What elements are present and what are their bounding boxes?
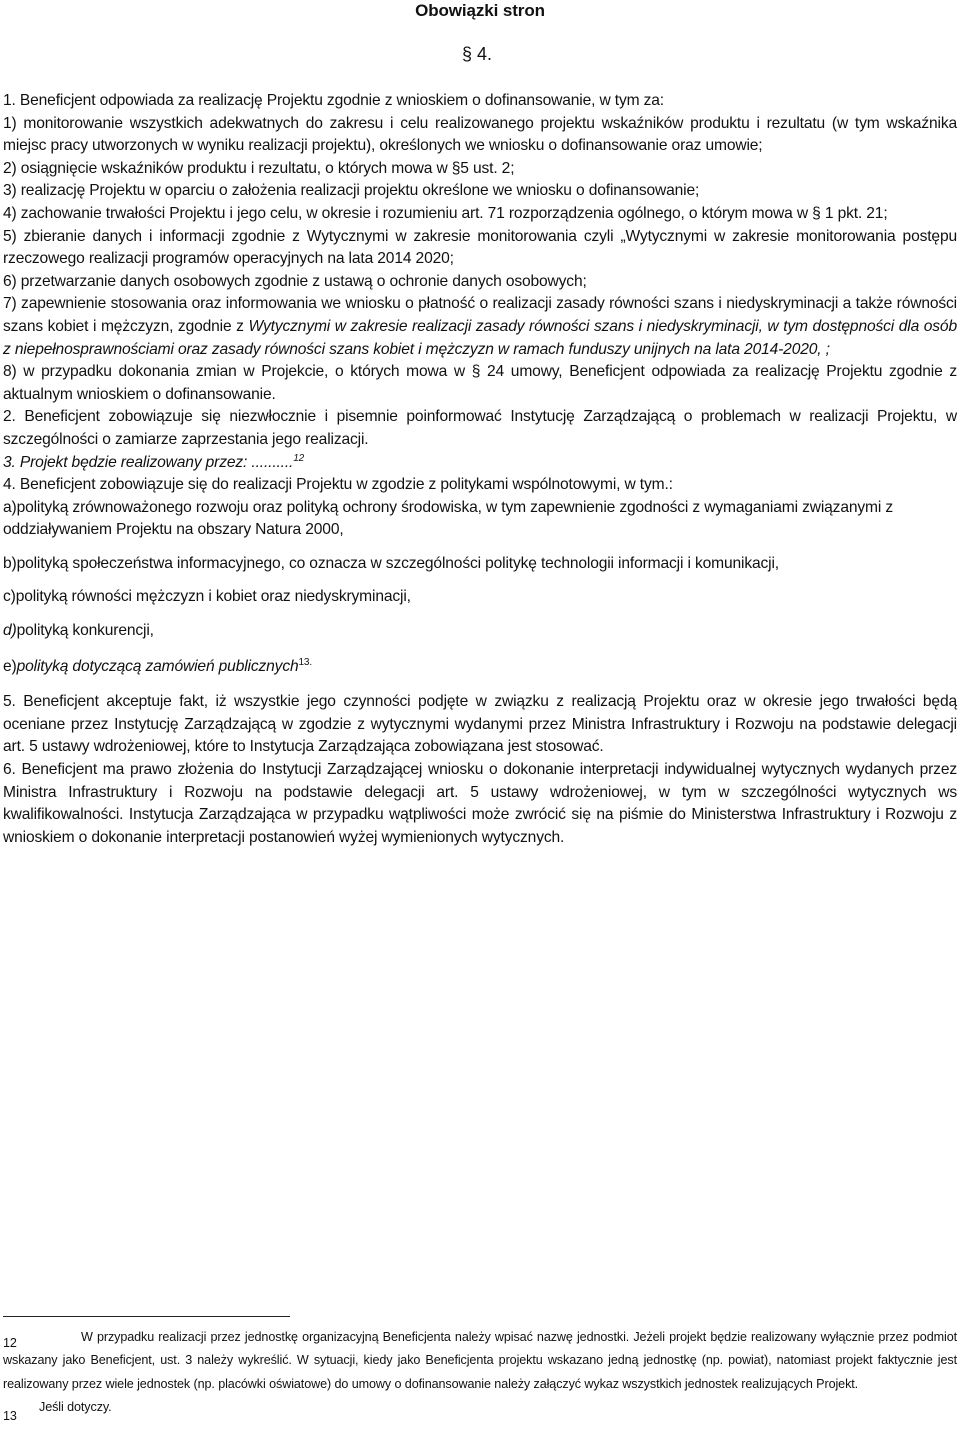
paragraph-1-point-7 — [3, 293, 957, 361]
paragraph-4: 4. Beneficjent zobowiązuje się do realizacji Projektu w zgodzie z politykami wspólnotowymi, w tym.: — [3, 476, 673, 494]
paragraph-4-a: a)polityką zrównoważonego rozwoju oraz polityką ochrony środowiska, w tym zapewnienie zgodności z wymaganiami związanymi z oddziaływaniem Projektu na obszary Natura 2000, — [3, 498, 894, 539]
footnote-12-text: W przypadku realizacji przez jednostkę organizacyjną Beneficjenta należy wpisać nazwę jednostki. Jeżeli projekt będzie realizowany wyłącznie przez podmiot wskazany jako Beneficjent, ust. 3 należy wykreślić. W sytuacji, kiedy jako Beneficjenta projektu wskazano jedną jednostkę (np. powiat), natomiast projekt faktycznie jest realizowany przez wiele jednostek (np. placówki oświatowe) do umowy o dofinansowanie należy załączyć wykaz wszystkich jednostek realizujących Projekt. — [3, 1330, 957, 1391]
page-title: Obowiązki stron — [415, 1, 545, 20]
footnotes — [3, 1326, 957, 1424]
paragraph-4-c: c)polityką równości mężczyzn i kobiet oraz niedyskryminacji, — [3, 588, 411, 606]
paragraph-1-point-1: 1) monitorowanie wszystkich adekwatnych do zakresu i celu realizowanego projektu wskaźników produktu i rezultatu (w tym wskaźnika miejsc pracy utworzonych w wyniku realizacji projektu), określonych we wniosku o dofinansowanie oraz umowie; — [3, 114, 957, 155]
footnote-ref-13: 13. — [298, 656, 312, 668]
paragraph-4-d — [3, 620, 957, 643]
paragraph-4-e — [3, 656, 957, 679]
paragraph-4-e-prefix: e) — [3, 657, 17, 675]
paragraph-1-point-6: 6) przetwarzanie danych osobowych zgodnie z ustawą o ochronie danych osobowych; — [3, 272, 587, 290]
footnote-ref-12: 12 — [293, 452, 305, 464]
footnote-12-number: 12 — [3, 1336, 17, 1350]
section-number: § 4. — [462, 44, 493, 64]
document-body — [3, 90, 957, 849]
paragraph-4-d-prefix: d) — [3, 622, 17, 640]
paragraph-1-point-7-italic: Wytycznymi w zakresie realizacji zasady równości szans i niedyskryminacji, w tym dostępności dla osób z niepełnosprawnościami oraz zasady równości szans kobiet i mężczyzn w ramach funduszy unijnych na lata 2014-2020, ; — [3, 317, 957, 358]
paragraph-1-point-5: 5) zbieranie danych i informacji zgodnie z Wytycznymi w zakresie monitorowania czyli „Wytycznymi w zakresie monitorowania postępu rzeczowego realizacji programów operacyjnych na lata 2014 2020; — [3, 227, 957, 268]
paragraph-4-e-text: polityką dotyczącą zamówień publicznych — [16, 657, 299, 675]
paragraph-1-point-8: 8) w przypadku dokonania zmian w Projekcie, o których mowa w § 24 umowy, Beneficjent odpowiada za realizację Projektu zgodnie z aktualnym wnioskiem o dofinansowanie. — [3, 363, 957, 403]
paragraph-1-point-2: 2) osiągnięcie wskaźników produktu i rezultatu, o których mowa w §5 ust. 2; — [3, 159, 515, 177]
footnote-13-text: Jeśli dotyczy. — [39, 1400, 112, 1415]
paragraph-5: 5. Beneficjent akceptuje fakt, iż wszystkie jego czynności podjęte w związku z realizacją Projektu oraz w okresie jego trwałości będą oceniane przez Instytucję Zarządzającą w zgodzie z wytycznymi wydanymi przez Ministra Infrastruktury i Rozwoju na podstawie delegacji art. 5 ustawy wdrożeniowej, które to Instytucja Zarządzająca zobowiązana jest stosować. — [3, 693, 957, 756]
paragraph-1-point-3: 3) realizację Projektu w oparciu o założenia realizacji projektu określone we wniosku o dofinansowanie; — [3, 182, 700, 200]
paragraph-4-d-text: polityką konkurencji, — [16, 622, 154, 640]
paragraph-2: 2. Beneficjent zobowiązuje się niezwłocznie i pisemnie poinformować Instytucję Zarządzającą o problemach w realizacji Projektu, w szczególności o zamiarze zaprzestania jego realizacji. — [3, 408, 957, 448]
paragraph-6: 6. Beneficjent ma prawo złożenia do Instytucji Zarządzającej wniosku o dokonanie interpretacji indywidualnej wytycznych wydanych przez Ministra Infrastruktury i Rozwoju na podstawie delegacji art. 5 ustawy wdrożeniowej, w tym w szczególności wytycznych ws kwalifikowalności. Instytucja Zarządzająca w przypadku wątpliwości może zwrócić się na piśmie do Ministerstwa Infrastruktury i Rozwoju z wnioskiem o dokonanie interpretacji postanowień wyżej wymienionych wytycznych. — [3, 761, 957, 846]
paragraph-4-b: b)polityką społeczeństwa informacyjnego, co oznacza w szczególności politykę technologii informacji i komunikacji, — [3, 554, 779, 572]
footnote-13-number: 13 — [3, 1409, 17, 1424]
footnote-13 — [3, 1396, 957, 1424]
footnote-separator — [3, 1316, 290, 1317]
paragraph-1-point-4: 4) zachowanie trwałości Projektu i jego celu, w okresie i rozumieniu art. 71 rozporządzenia ogólnego, o którym mowa w § 1 pkt. 21; — [3, 204, 888, 222]
paragraph-1-intro: 1. Beneficjent odpowiada za realizację Projektu zgodnie z wnioskiem o dofinansowanie, w tym za: — [3, 92, 664, 109]
paragraph-3-text: 3. Projekt będzie realizowany przez: .......... — [3, 453, 294, 471]
footnote-12 — [3, 1326, 957, 1396]
paragraph-1-point-7-text: 7) zapewnienie stosowania oraz informowania we wniosku o płatność o realizacji zasady równości szans i niedyskryminacji a także równości szans kobiet i mężczyzn, zgodnie z — [3, 295, 957, 335]
paragraph-3 — [3, 452, 957, 475]
